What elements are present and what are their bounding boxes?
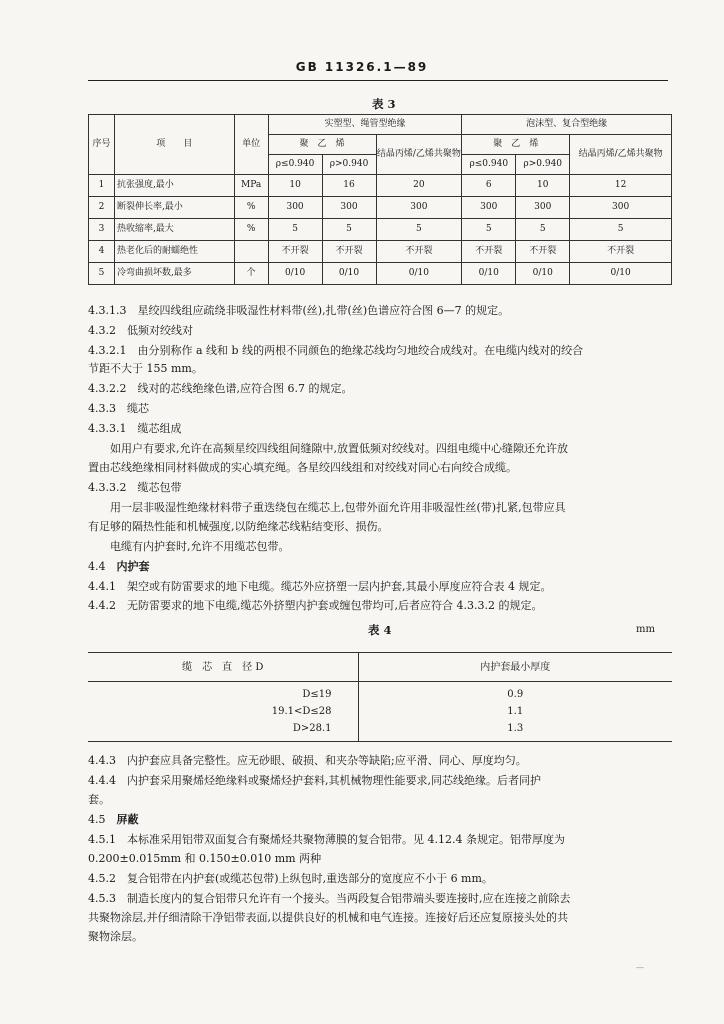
table-row: [89, 263, 672, 285]
clause-4-3-3-2-heading: 4.3.3.2 缆芯包带: [88, 481, 182, 494]
section-number: 4.4: [88, 560, 117, 573]
cell-value: 300: [516, 197, 570, 219]
col-header-diameter: 缆 芯 直 径 D: [88, 653, 358, 682]
clause-4-4-4-line2: 套。: [88, 793, 110, 806]
diameter-cell: D≤19: [88, 682, 358, 704]
cell-value: 5: [570, 219, 672, 241]
cell-value: 0/10: [516, 263, 570, 285]
col-header-item: 项 目: [114, 115, 234, 175]
cell-value: 0/10: [322, 263, 376, 285]
row-item: 冷弯曲损坏数,最多: [114, 263, 234, 285]
cell-value: 0/10: [376, 263, 462, 285]
clause-4-4-4-line1: 4.4.4 内护套采用聚烯烃绝缘料或聚烯烃护套料,其机械物理性能要求,同芯线绝缘。后者同护: [88, 774, 541, 787]
row-unit: %: [234, 197, 268, 219]
clause-4-3-1-3: 4.3.1.3 星绞四线组应疏绕非吸湿性材料带(丝),扎带(丝)色谱应符合图 6—7 的规定。: [88, 304, 510, 317]
diameter-cell: D>28.1: [88, 720, 358, 742]
thickness-cell: 0.9: [507, 689, 524, 700]
row-no: 2: [89, 197, 115, 219]
cell-value: 不开裂: [570, 241, 672, 263]
clause-4-5-2: 4.5.2 复合铝带在内护套(或缆芯包带)上纵包时,重迭部分的宽度应不小于 6 mm。: [88, 872, 493, 885]
density-header: ρ≤0.940: [268, 155, 322, 175]
pp-header-1: 结晶丙烯/乙烯共聚物: [376, 135, 462, 175]
clause-4-5-3-line1: 4.5.3 制造长度内的复合铝带只允许有一个接头。当两段复合铝带端头要连接时,应在连接之前除去: [88, 892, 571, 905]
thickness-cell: 1.3: [358, 720, 672, 742]
row-no: 3: [89, 219, 115, 241]
clause-4-4-1: 4.4.1 架空或有防雷要求的地下电缆。缆芯外应挤塑一层内护套,其最小厚度应符合表 4 规定。: [88, 580, 552, 593]
thickness-cell: 1.1: [507, 706, 524, 717]
cell-value: 5: [322, 219, 376, 241]
row-item: 热老化后的耐蠕绝性: [114, 241, 234, 263]
clause-4-4-2: 4.4.2 无防雷要求的地下电缆,缆芯外挤塑内护套或缠包带均可,后者应符合 4.3.3.2 的规定。: [88, 599, 543, 612]
cell-value: 300: [322, 197, 376, 219]
col-header-unit: 单位: [234, 115, 268, 175]
cell-value: 5: [462, 219, 516, 241]
cell-value: 5: [376, 219, 462, 241]
table-row: [88, 682, 672, 704]
clause-4-3-3-2-line1: 用一层非吸湿性绝缘材料带子重迭绕包在缆芯上,包带外面允许用非吸湿性丝(带)扎紧,包带应具: [88, 501, 566, 514]
clause-4-3-2-1-line1: 4.3.2.1 由分别称作 a 线和 b 线的两根不同颜色的绝缘芯线均匀地绞合成线对。在电缆内线对的绞合: [88, 344, 584, 357]
cell-value: 20: [376, 175, 462, 197]
cell-value: 16: [322, 175, 376, 197]
col-header-seq: 序号: [89, 115, 115, 175]
cell-value: 不开裂: [268, 241, 322, 263]
cell-value: 0/10: [570, 263, 672, 285]
density-header: ρ≤0.940: [462, 155, 516, 175]
cell-value: 300: [268, 197, 322, 219]
clause-4-3-2-heading: 4.3.2 低频对绞线对: [88, 324, 193, 337]
cell-value: 5: [516, 219, 570, 241]
row-unit: %: [234, 219, 268, 241]
clause-4-3-2-1-line2: 节距不大于 155 mm。: [88, 362, 203, 375]
cell-value: 300: [462, 197, 516, 219]
standard-number-header: GB 11326.1—89: [295, 60, 429, 74]
clause-4-3-3-1-line1: 如用户有要求,允许在高频星绞四线组间缝隙中,放置低频对绞线对。四组电缆中心缝隙还允许放: [88, 442, 568, 455]
page-mark: —: [636, 963, 644, 972]
pe-header-1: 聚 乙 烯: [268, 135, 376, 155]
table-3: [88, 114, 672, 285]
cell-value: 12: [570, 175, 672, 197]
clause-4-5-3-line2: 共聚物涂层,并仔细清除干净铝带表面,以提供良好的机械和电气连接。连接好后还应复原接头处的共: [88, 911, 568, 924]
table-4: [88, 652, 672, 742]
cell-value: 10: [268, 175, 322, 197]
cell-value: 0/10: [268, 263, 322, 285]
cell-value: 不开裂: [462, 241, 516, 263]
row-unit: [234, 241, 268, 263]
cell-value: 不开裂: [376, 241, 462, 263]
cell-value: 0/10: [462, 263, 516, 285]
row-no: 4: [89, 241, 115, 263]
diameter-cell: 19.1<D≤28: [88, 703, 358, 720]
clause-4-4-3: 4.4.3 内护套应具备完整性。应无砂眼、破损、和夹杂等缺陷;应平滑、同心、厚度均匀。: [88, 754, 527, 767]
table-row: [89, 219, 672, 241]
row-unit: MPa: [234, 175, 268, 197]
row-unit: 个: [234, 263, 268, 285]
section-title: 屏蔽: [116, 813, 139, 826]
group-header-foam: 泡沫型、复合型绝缘: [462, 115, 672, 135]
clause-4-4-heading: [88, 558, 670, 576]
clause-4-3-3-2-note: 电缆有内护套时,允许不用缆芯包带。: [88, 540, 290, 553]
section-title: 内护套: [116, 560, 150, 573]
clause-4-5-1-line1: 4.5.1 本标准采用铝带双面复合有聚烯烃共聚物薄膜的复合铝带。见 4.12.4 条规定。铝带厚度为: [88, 833, 565, 846]
group-header-solid: 实塑型、绳管型绝缘: [268, 115, 462, 135]
cell-value: 不开裂: [322, 241, 376, 263]
clause-4-3-3-1-line2: 置由芯线绝缘相同材料做成的实心填充绳。各星绞四线组和对绞线对同心右向绞合成缆。: [88, 461, 517, 474]
pp-header-2: 结晶丙烯/乙烯共聚物: [570, 135, 672, 175]
row-no: 5: [89, 263, 115, 285]
clause-4-5-heading: [88, 811, 670, 829]
row-no: 1: [89, 175, 115, 197]
header-rule: [88, 80, 668, 81]
table-row: [88, 703, 672, 720]
density-header: ρ>0.940: [516, 155, 570, 175]
cell-value: 300: [376, 197, 462, 219]
cell-value: 6: [462, 175, 516, 197]
cell-value: 10: [516, 175, 570, 197]
pe-header-2: 聚 乙 烯: [462, 135, 570, 155]
cell-value: 5: [268, 219, 322, 241]
clause-4-3-3-heading: 4.3.3 缆芯: [88, 402, 149, 415]
clause-4-3-2-2: 4.3.2.2 线对的芯线绝缘色谱,应符合图 6.7 的规定。: [88, 382, 353, 395]
table-row: [89, 175, 672, 197]
row-item: 断裂伸长率,最小: [114, 197, 234, 219]
section-number: 4.5: [88, 813, 117, 826]
clause-4-3-3-1-heading: 4.3.3.1 缆芯组成: [88, 422, 182, 435]
table4-caption: 表 4: [368, 623, 392, 637]
col-header-thickness: 内护套最小厚度: [358, 653, 672, 682]
cell-value: 不开裂: [516, 241, 570, 263]
row-item: 热收缩率,最大: [114, 219, 234, 241]
table-row: [88, 720, 672, 742]
clause-4-5-1-line2: 0.200±0.015mm 和 0.150±0.010 mm 两种: [88, 852, 322, 865]
table-row: [89, 241, 672, 263]
density-header: ρ>0.940: [322, 155, 376, 175]
table3-caption: 表 3: [372, 97, 396, 111]
clause-4-3-3-2-line2: 有足够的隔热性能和机械强度,以防绝缘芯线粘结变形、损伤。: [88, 520, 389, 533]
table-row: [89, 197, 672, 219]
clause-4-5-3-line3: 聚物涂层。: [88, 930, 143, 943]
row-item: 抗张强度,最小: [114, 175, 234, 197]
cell-value: 300: [570, 197, 672, 219]
table4-unit: mm: [636, 624, 655, 635]
